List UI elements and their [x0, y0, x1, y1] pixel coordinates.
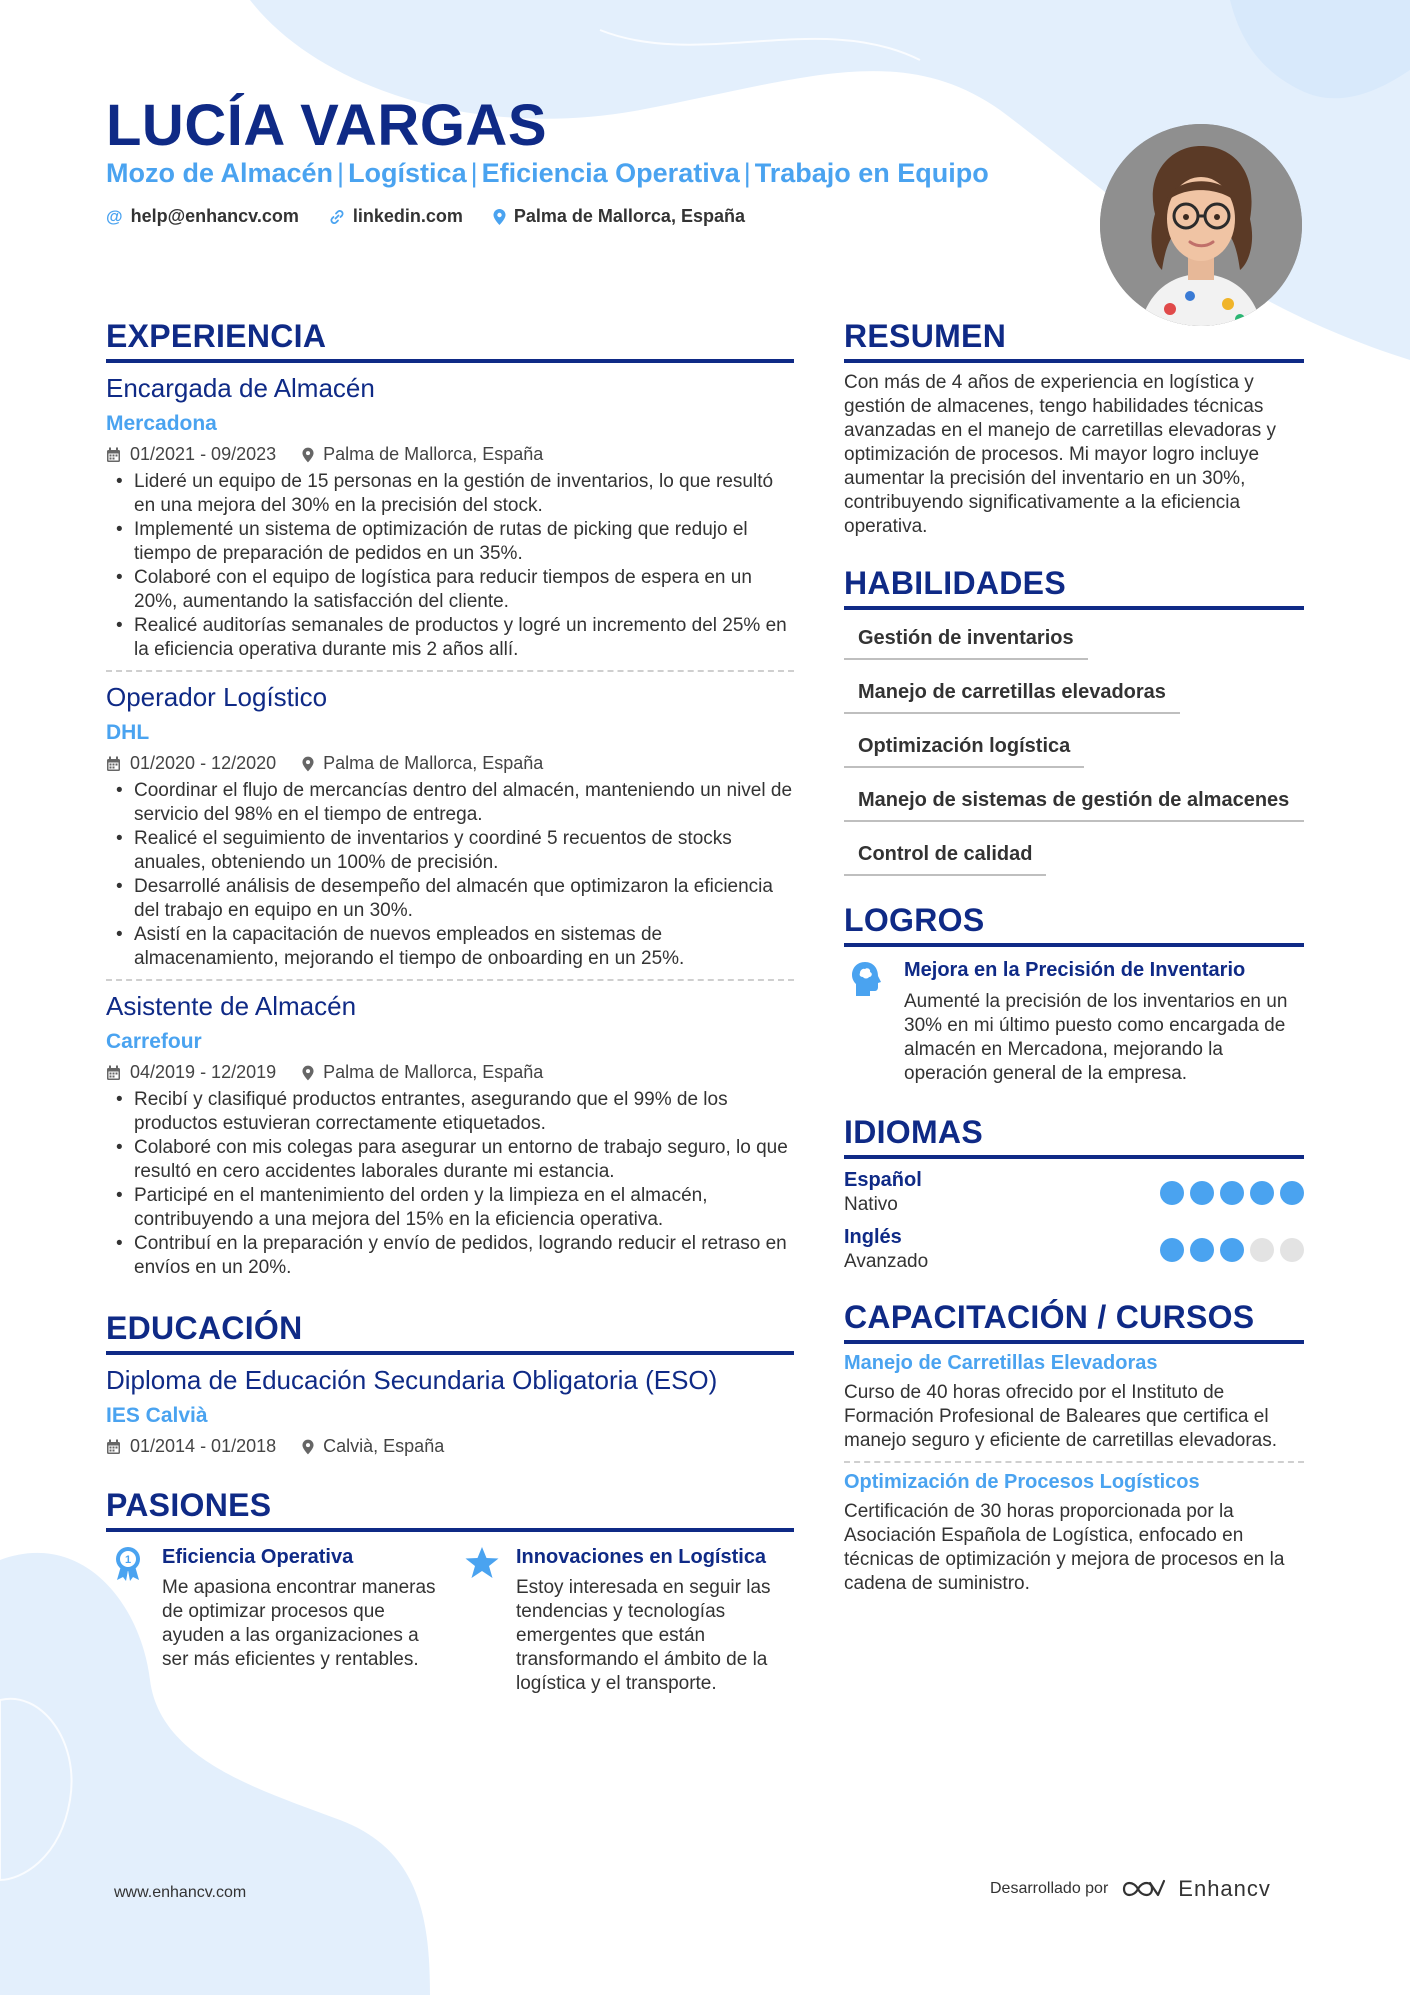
headline-separator: | — [743, 158, 751, 188]
company-name[interactable]: Mercadona — [106, 412, 217, 435]
course-text: Certificación de 30 horas proporcionada por la Asociación Española de Logística, enfocado en técnicas de optimización y mejora de procesos en la cadena de suministro. — [844, 1501, 1285, 1594]
job-location — [302, 753, 543, 774]
dates-text: 04/2019 - 12/2019 — [130, 1062, 277, 1082]
course-text: Curso de 40 horas ofrecido por el Instituto de Formación Profesional de Baleares que certifica el manejo seguro y eficiente de carretillas elevadoras. — [844, 1382, 1278, 1451]
achievement-item — [844, 959, 1304, 1086]
rating-dot-filled — [1220, 1181, 1244, 1205]
company-name[interactable]: DHL — [106, 721, 150, 744]
skill-tag: Control de calidad — [844, 834, 1046, 876]
skill-tag: Manejo de sistemas de gestión de almacenes — [844, 780, 1304, 822]
location-text: Palma de Mallorca, España — [513, 206, 745, 226]
map-pin-icon — [302, 756, 314, 772]
experience-entry — [106, 979, 794, 1288]
passion-text: Me apasiona encontrar maneras de optimizar procesos que ayuden a las organizaciones a ser más eficientes y rentables. — [162, 1577, 436, 1670]
section-title-experience: EXPERIENCIA — [106, 318, 794, 363]
bullet-item: • Realicé auditorías semanales de productos y logré un incremento del 25% en la eficiencia operativa durante mis 2 años allí. — [106, 614, 794, 662]
calendar-icon — [106, 756, 121, 772]
language-level: Avanzado — [844, 1251, 929, 1272]
section-title-languages: IDIOMAS — [844, 1114, 1304, 1159]
summary-text: Con más de 4 años de experiencia en logística y gestión de almacenes, tengo habilidades técnicas avanzadas en el manejo de carretillas elevadoras y optimización de procesos. Mi mayor logro incluye aumentar la precisión del inventario en un 30%, contribuyendo significativamente a la eficiencia operativa. — [844, 372, 1276, 537]
skill-tag: Manejo de carretillas elevadoras — [844, 672, 1180, 714]
headline-item: Eficiencia Operativa — [481, 158, 740, 188]
bullet-item: • Realicé el seguimiento de inventarios y coordiné 5 recuentos de stocks anuales, obteniendo un 100% de precisión. — [106, 827, 794, 875]
rating-dot-filled — [1280, 1181, 1304, 1205]
job-location — [302, 1062, 543, 1083]
dates-text: 01/2021 - 09/2023 — [130, 444, 277, 464]
education-meta — [106, 1436, 794, 1457]
email-text: help@enhancv.com — [130, 206, 299, 226]
contact-linkedin[interactable] — [329, 206, 463, 227]
experience-entry — [106, 363, 794, 670]
location-text: Palma de Mallorca, España — [323, 1062, 544, 1082]
passions-list — [106, 1544, 794, 1696]
contact-info — [106, 206, 745, 227]
passion-title: Eficiencia Operativa — [162, 1546, 354, 1568]
location-text: Palma de Mallorca, España — [323, 444, 544, 464]
job-dates — [106, 753, 276, 774]
enhancv-logo-icon — [1120, 1877, 1166, 1901]
dates-text: 01/2014 - 01/2018 — [130, 1436, 277, 1456]
calendar-icon — [106, 447, 121, 463]
section-title-passions: PASIONES — [106, 1487, 794, 1532]
powered-by-text: Desarrollado por — [990, 1880, 1109, 1897]
passion-text: Estoy interesada en seguir las tendencias y tecnologías emergentes que están transformando el ámbito de la logística y el transporte. — [516, 1577, 771, 1694]
degree-title: Diploma de Educación Secundaria Obligatoria (ESO) — [106, 1365, 718, 1395]
section-title-courses: CAPACITACIÓN / CURSOS — [844, 1299, 1304, 1344]
candidate-name: LUCÍA VARGAS — [106, 93, 547, 158]
headline — [106, 158, 989, 189]
section-title-achievements: LOGROS — [844, 902, 1304, 947]
map-pin-icon — [302, 1065, 314, 1081]
bullet-item: • Colaboré con mis colegas para asegurar un entorno de trabajo seguro, lo que resultó en cero accidentes laborales durante mi estancia. — [106, 1136, 794, 1184]
calendar-icon — [106, 1439, 121, 1455]
rating-dot-filled — [1160, 1238, 1184, 1262]
at-icon: @ — [106, 206, 123, 226]
location-text: Calvià, España — [323, 1436, 445, 1456]
bullet-item: • Lideré un equipo de 15 personas en la gestión de inventarios, lo que resultó en una mejora del 30% en la precisión del stock. — [106, 470, 794, 518]
rating-dot-filled — [1250, 1181, 1274, 1205]
brand-name[interactable]: Enhancv — [1178, 1876, 1271, 1901]
job-dates — [106, 444, 276, 465]
achievement-text: Aumenté la precisión de los inventarios en un 30% en mi último puesto como encargada de almacén en Mercadona, mejorando la operación general de la empresa. — [904, 991, 1288, 1084]
contact-email[interactable] — [106, 206, 299, 227]
calendar-icon — [106, 1065, 121, 1081]
course-title: Manejo de Carretillas Elevadoras — [844, 1352, 1158, 1374]
head-brain-icon — [844, 959, 888, 1086]
bullet-item: • Implementé un sistema de optimización de rutas de picking que redujo el tiempo de preparación de pedidos en un 35%. — [106, 518, 794, 566]
bullet-item: • Participé en el mantenimiento del orden y la limpieza en el almacén, contribuyendo a una mejora del 15% en la eficiencia operativa. — [106, 1184, 794, 1232]
dates-text: 01/2020 - 12/2020 — [130, 753, 277, 773]
achievement-title: Mejora en la Precisión de Inventario — [904, 959, 1246, 981]
bullet-item: • Colaboré con el equipo de logística para reducir tiempos de espera en un 20%, aumentando la satisfacción del cliente. — [106, 566, 794, 614]
passion-item — [460, 1544, 794, 1696]
rating-dot-filled — [1190, 1181, 1214, 1205]
headline-separator: | — [470, 158, 478, 188]
job-title: Asistente de Almacén — [106, 991, 357, 1021]
bullet-item: • Coordinar el flujo de mercancías dentro del almacén, manteniendo un nivel de servicio del 98% en el tiempo de entrega. — [106, 779, 794, 827]
contact-location — [493, 206, 745, 227]
bullet-item: • Asistí en la capacitación de nuevos empleados en sistemas de almacenamiento, mejorando el tiempo de onboarding en un 25%. — [106, 923, 794, 971]
star-icon — [460, 1544, 504, 1696]
rating-dot-filled — [1220, 1238, 1244, 1262]
job-meta — [106, 753, 794, 774]
skill-tag: Optimización logística — [844, 726, 1084, 768]
headline-item: Mozo de Almacén — [106, 158, 334, 188]
map-pin-icon — [302, 447, 314, 463]
headline-item: Logística — [348, 158, 467, 188]
rating-dot-filled — [1190, 1238, 1214, 1262]
link-icon — [329, 209, 345, 225]
course-title: Optimización de Procesos Logísticos — [844, 1471, 1200, 1493]
job-bullets — [106, 779, 794, 971]
svg-text:1: 1 — [124, 1554, 132, 1566]
language-item — [844, 1226, 1304, 1273]
company-name[interactable]: Carrefour — [106, 1030, 202, 1053]
language-name: Inglés — [844, 1226, 902, 1248]
job-meta — [106, 1062, 794, 1083]
job-location — [302, 444, 543, 465]
section-title-skills: HABILIDADES — [844, 565, 1304, 610]
award-ribbon-icon — [106, 1544, 150, 1696]
profile-photo — [1100, 124, 1302, 326]
left-column — [106, 318, 794, 1696]
bullet-item: • Desarrollé análisis de desempeño del almacén que optimizaron la eficiencia del trabajo en equipo en un 30%. — [106, 875, 794, 923]
job-meta — [106, 444, 794, 465]
skills-list — [844, 618, 1304, 876]
passion-item — [106, 1544, 440, 1696]
language-level: Nativo — [844, 1194, 898, 1215]
footer-website[interactable]: www.enhancv.com — [114, 1884, 247, 1901]
language-rating — [1160, 1181, 1304, 1205]
job-title: Operador Logístico — [106, 682, 328, 712]
school-name[interactable]: IES Calvià — [106, 1404, 208, 1427]
job-bullets — [106, 1088, 794, 1280]
linkedin-text: linkedin.com — [352, 206, 463, 226]
job-bullets — [106, 470, 794, 662]
location-text: Palma de Mallorca, España — [323, 753, 544, 773]
right-column — [844, 318, 1304, 1604]
section-title-summary: RESUMEN — [844, 318, 1304, 363]
bullet-item: • Recibí y clasifiqué productos entrantes, asegurando que el 99% de los productos estuvieran correctamente etiquetados. — [106, 1088, 794, 1136]
skill-tag: Gestión de inventarios — [844, 618, 1088, 660]
bullet-item: • Contribuí en la preparación y envío de pedidos, logrando reducir el retraso en envíos en un 20%. — [106, 1232, 794, 1280]
section-title-education: EDUCACIÓN — [106, 1310, 794, 1355]
map-pin-icon — [302, 1439, 314, 1455]
experience-entry — [106, 670, 794, 979]
headline-separator: | — [337, 158, 345, 188]
rating-dot-empty — [1280, 1238, 1304, 1262]
language-rating — [1160, 1238, 1304, 1262]
rating-dot-filled — [1160, 1181, 1184, 1205]
map-pin-icon — [493, 209, 506, 225]
course-item — [844, 1344, 1304, 1461]
education-dates — [106, 1436, 276, 1457]
headline-item: Trabajo en Equipo — [754, 158, 989, 188]
education-location — [302, 1436, 444, 1457]
job-title: Encargada de Almacén — [106, 373, 375, 403]
language-item — [844, 1169, 1304, 1216]
rating-dot-empty — [1250, 1238, 1274, 1262]
job-dates — [106, 1062, 276, 1083]
course-item — [844, 1461, 1304, 1604]
language-name: Español — [844, 1169, 922, 1191]
footer-brand — [990, 1876, 1271, 1902]
passion-title: Innovaciones en Logística — [516, 1546, 767, 1568]
